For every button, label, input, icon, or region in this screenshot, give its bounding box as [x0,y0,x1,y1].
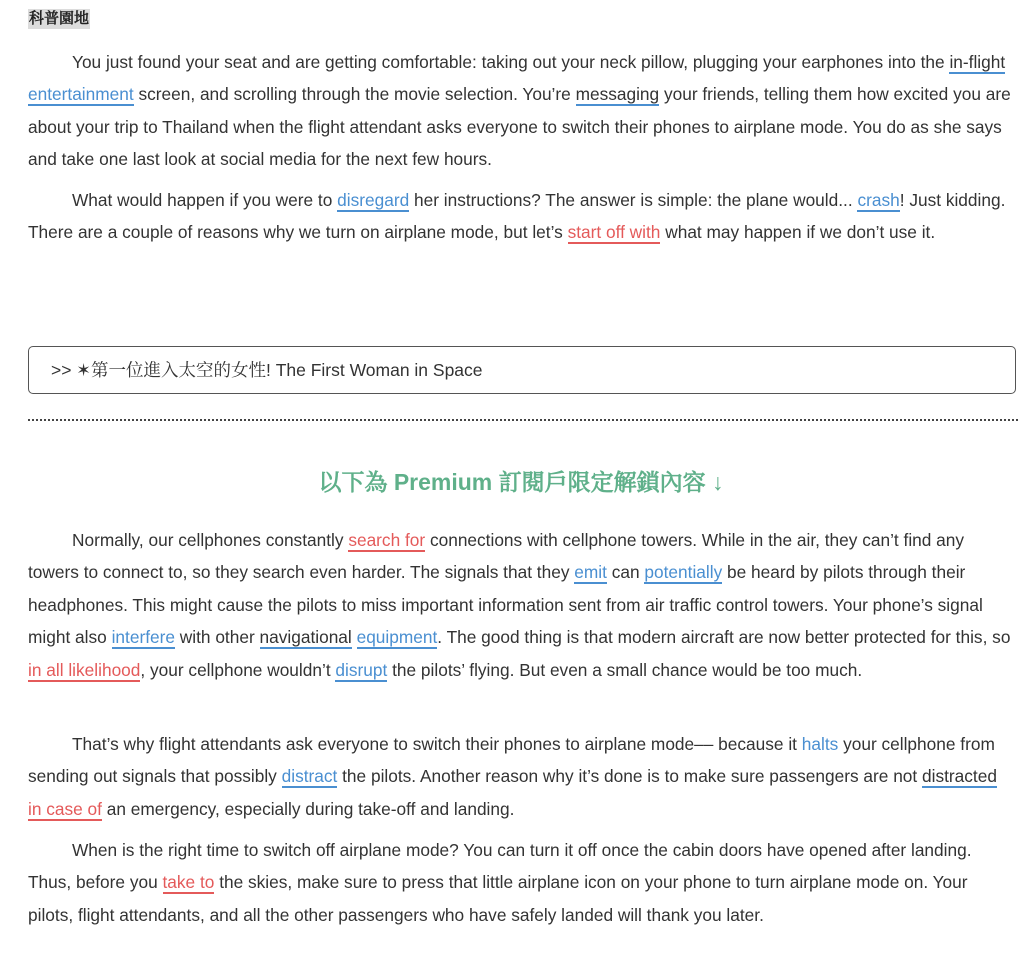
dotted-divider [28,419,1018,421]
vocab-distract[interactable]: distract [281,766,338,787]
related-article-link[interactable]: >> ✶第一位進入太空的女性! The First Woman in Space [28,346,1016,394]
vocab-equipment[interactable]: equipment [356,627,438,648]
vocab-navigational[interactable]: navigational [259,627,352,648]
section-tag: 科普園地 [29,10,90,27]
paragraph-2: What would happen if you were to disregard her instructions? The answer is simple: the plane would... crash! Just kidding. There are a couple of reasons why we turn on airplane mode, but let’s start off with what may happen if we don’t use it. [28,190,1006,243]
vocab-emit[interactable]: emit [574,562,607,583]
paragraph-3: Normally, our cellphones constantly search for connections with cellphone towers. While in the air, they can’t find any towers to connect to, so they search even harder. The signals that they emit can potentially be heard by pilots through their headphones. This might cause the pilots to miss important information sent from air traffic control towers. Your phone’s signal might also interfere with other navigational equipment. The good thing is that modern aircraft are now better protected for this, so in all likelihood, your cellphone wouldn’t disrupt the pilots’ flying. But even a small chance would be too much. [28,530,1011,680]
vocab-in-flight[interactable]: in-flight [949,52,1006,72]
phrase-in-all-likelihood[interactable]: in all likelihood [28,659,141,680]
vocab-disregard[interactable]: disregard [337,190,410,210]
vocab-distracted[interactable]: distracted [922,766,997,787]
paragraph-4: That’s why flight attendants ask everyone to switch their phones to airplane mode–– because it halts your cellphone from sending out signals that possibly distract the pilots. Another reason why it’s done is to make sure passengers are not distracted in case of an emergency, especially during take-off and landing. [28,734,997,819]
vocab-halts[interactable]: halts [801,734,839,754]
phrase-take-to[interactable]: take to [162,872,215,893]
article [28,0,1014,925]
vocab-interfere[interactable]: interfere [111,627,175,648]
vocab-entertainment[interactable]: entertainment [28,84,134,105]
paragraph-1: You just found your seat and are getting comfortable: taking out your neck pillow, plugging your earphones into the in-flight entertainment screen, and scrolling through the movie selection. You’re messaging your friends, telling them how excited you are about your trip to Thailand when the flight attendant asks everyone to switch their phones to airplane mode. You do as she says and take one last look at social media for the next few hours. [28,52,1011,170]
vocab-potentially[interactable]: potentially [644,562,723,583]
vocab-messaging[interactable]: messaging [575,84,660,105]
vocab-crash[interactable]: crash [857,190,900,210]
premium-notice: 以下為 Premium 訂閱戶限定解鎖內容 ↓ [318,469,724,495]
phrase-search-for[interactable]: search for [348,530,426,550]
vocab-disrupt[interactable]: disrupt [335,659,388,680]
paragraph-5: When is the right time to switch off airplane mode? You can turn it off once the cabin doors have opened after landing. Thus, before you take to the skies, make sure to press that little airplane icon on your phone to turn airplane mode on. Your pilots, flight attendants, and all the other passengers who have safely landed will thank you later. [28,840,972,925]
phrase-start-off-with[interactable]: start off with [567,222,661,243]
phrase-in-case-of[interactable]: in case of [28,798,102,819]
